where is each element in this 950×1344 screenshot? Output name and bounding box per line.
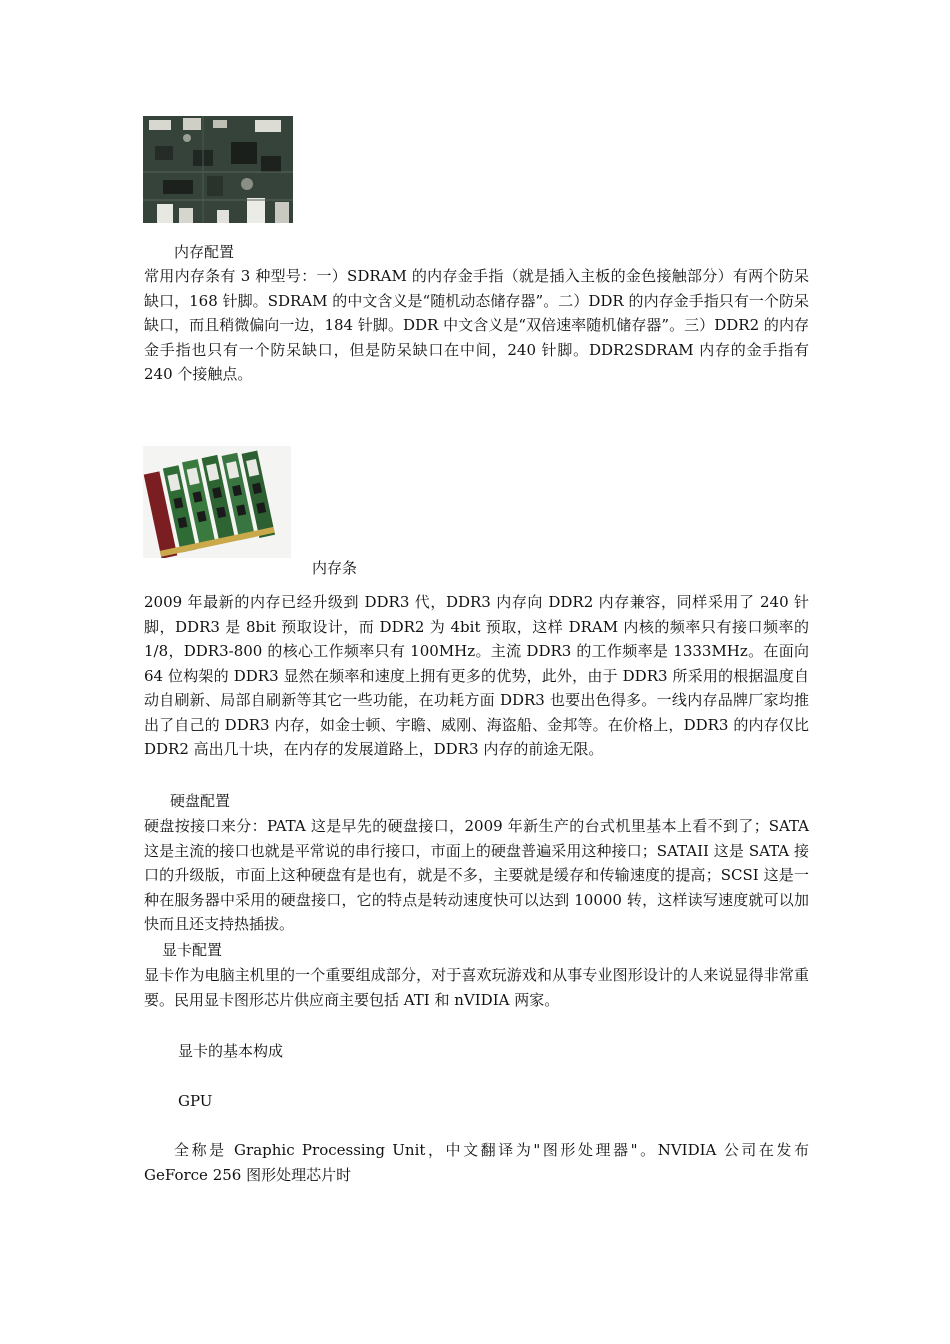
disk-config-body: 硬盘按接口来分：PATA 这是早先的硬盘接口，2009 年新生产的台式机里基本上看不到了；SATA 这是主流的接口也就是平常说的串行接口，市面上的硬盘普遍采用这种接口；SATAII 这是 SATA 接口的升级版，市面上这种硬盘有是也有，就是不多，主要就是缓存和传输速度的提高；SCSI 这是一种在服务器中采用的硬盘接口，它的特点是转动速度快可以达到 10000 转，这样读写速度就可以加快而且还支持热插拔。 bbox=[144, 817, 809, 933]
memory-config-body: 常用内存条有 3 种型号：一）SDRAM 的内存金手指（就是插入主板的金色接触部分）有两个防呆缺口，168 针脚。SDRAM 的中文含义是“随机动态储存器”。二）DDR 的内存金手指只有一个防呆缺口，而且稍微偏向一边，184 针脚。DDR 中文含义是“双倍速率随机储存器”。三）DDR2 的内存金手指也只有一个防呆缺口，但是防呆缺口在中间，240 针脚。DDR2SDRAM 内存的金手指有 240 个接触点。 bbox=[144, 267, 809, 383]
ddr3-paragraph: 2009 年最新的内存已经升级到 DDR3 代，DDR3 内存向 DDR2 内存兼容，同样采用了 240 针脚，DDR3 是 8bit 预取设计，而 DDR2 为 4bit 预取，这样 DRAM 内核的频率只有接口频率的 1/8，DDR3-800 的核心工作频率只有 100MHz。主流 DDR3 的工作频率是 1333MHz。在面向 64 位构架的 DDR3 显然在频率和速度上拥有更多的优势，此外，由于 DDR3 所采用的根据温度自动自刷新、局部自刷新等其它一些功能，在功耗方面 DDR3 也要出色得多。一线内存品牌厂家均推出了自己的 DDR3 内存，如金士顿、宇瞻、威刚、海盗船、金邦等。在价格上，DDR3 的内存仅比 DDR2 高出几十块，在内存的发展道路上，DDR3 内存的前途无限。 bbox=[144, 593, 809, 758]
gpu-definition: 全称是 Graphic Processing Unit，中文翻译为"图形处理器"。NVIDIA 公司在发布 GeForce 256 图形处理芯片时 bbox=[144, 1141, 809, 1184]
gpu-basics-subheading: 显卡的基本构成 bbox=[178, 1042, 284, 1060]
motherboard-photo bbox=[143, 116, 293, 223]
gpu-label: GPU bbox=[178, 1092, 213, 1110]
disk-config-heading: 硬盘配置 bbox=[170, 792, 231, 810]
gpu-config-body: 显卡作为电脑主机里的一个重要组成部分，对于喜欢玩游戏和从事专业图形设计的人来说显得非常重要。民用显卡图形芯片供应商主要包括 ATI 和 nVIDIA 两家。 bbox=[144, 966, 809, 1009]
gpu-config-heading: 显卡配置 bbox=[162, 941, 223, 959]
memory-sticks-photo bbox=[143, 446, 291, 558]
memory-config-heading: 内存配置 bbox=[174, 243, 235, 261]
memory-stick-caption: 内存条 bbox=[312, 559, 358, 577]
